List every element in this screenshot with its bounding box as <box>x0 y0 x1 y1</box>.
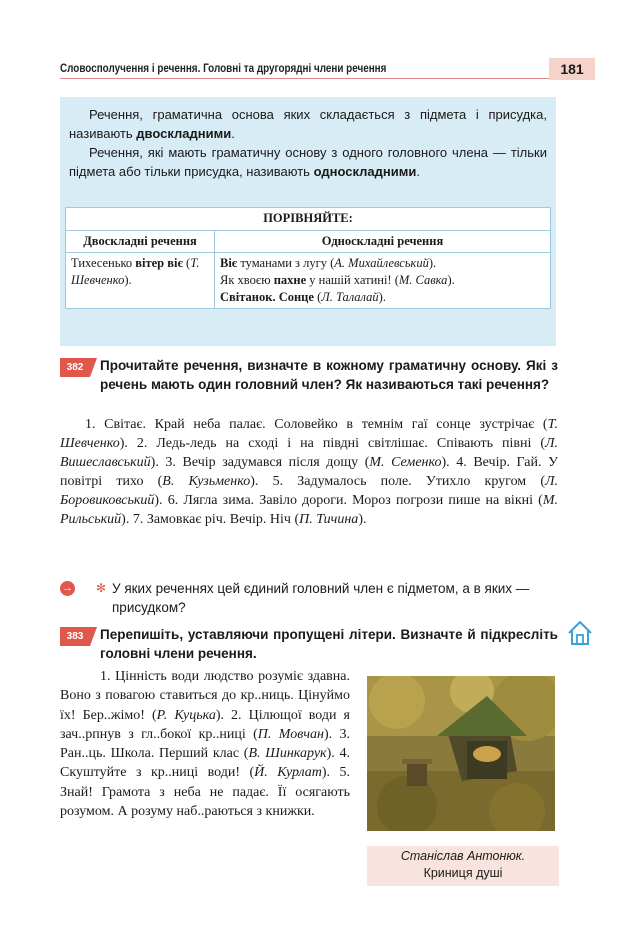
painting-title: Криниця душі <box>423 866 503 880</box>
column-header-two-part: Двоскладні речення <box>66 231 215 253</box>
header-divider <box>60 78 557 79</box>
exercise-number: 383 <box>60 627 90 646</box>
term-two-part: двоскладними <box>136 126 232 141</box>
exercise-text: 1. Світає. Край неба палає. Соловейко в темнім гаї сонце зустрічає (Т. Шевченко). 2. Ледь-ледь на сході і на півдні світлішає. Співають півні (Л. Вишеславський). 3. Вечір задумався після дощу (М. Семенко). 4. Вечір. Гай. У повітрі тихо (В. Кузьменко). 5. Задумалось поле. Утихло кругом (Л. Боровиковський). 6. Лягла зима. Завіло дороги. Мороз погрози пише на вікні (М. Рильський). 7. Замовкає річ. Вечір. Ніч (П. Тичина). <box>60 417 558 527</box>
example-row: Віє туманами з лугу (А. Михайлевський). <box>220 256 437 270</box>
exercise-number: 382 <box>60 358 90 377</box>
running-header <box>60 58 595 80</box>
running-title: Словосполучення і речення. Головні та другорядні члени речення <box>60 63 387 75</box>
exercise-task: Прочитайте речення, визначте в кожному граматичну основу. Які з речень мають один головний член? Як називаються такі речення? <box>100 358 558 392</box>
exercise-383 <box>60 625 558 665</box>
page-number: 181 <box>549 58 595 80</box>
exercise-383-text: 1. Цінність води людство розуміє здавна. Воно з повагою ставиться до кр..ниць. Цінуймо їх! Бер..жімо! (Р. Куцька). 2. Цілющої води я зач..рпнув з гл..бокої кр..ниці (П. Мовчан). 3. Ран..ць. Школа. Перший клас (В. Шинкарук). 4. Скуштуйте з кр..ниці води! (Й. Курлат). 5. Знай! Грамота з неба не падає. Її осягають розумом. А розуму наб..раються з книжки. <box>60 669 350 820</box>
asterisk-icon: ✻ <box>96 581 107 595</box>
rule-paragraph-1: Речення, граматична основа яких складається з підмета і присудка, називають двоскладними. <box>69 107 547 141</box>
compare-table <box>65 207 551 309</box>
arrow-right-icon: → <box>62 582 73 594</box>
rule-text <box>69 105 547 181</box>
term-one-part: односкладними <box>313 164 417 179</box>
one-part-examples <box>215 253 551 309</box>
painting-caption <box>367 846 559 886</box>
example-row: Як хвоєю пахне у нашій хатині! (М. Савка). <box>220 273 455 287</box>
painting-image <box>367 676 555 831</box>
exercise-task: Перепишіть, уставляючи пропущені літери. Визначте й підкресліть головні члени речення. <box>100 627 558 661</box>
exercise-382 <box>60 356 558 566</box>
rule-box <box>60 97 556 346</box>
compare-caption: ПОРІВНЯЙТЕ: <box>66 208 551 231</box>
painting-author: Станіслав Антонюк. <box>400 849 526 863</box>
example-row: Світанок. Сонце (Л. Талалай). <box>220 290 386 304</box>
question-text: У яких реченнях цей єдиний головний член є підметом, а в яких — присудком? <box>112 581 530 615</box>
column-header-one-part: Односкладні речення <box>215 231 551 253</box>
two-part-example: Тихесенько вітер віє (Т. Шевченко). <box>66 253 215 309</box>
home-icon <box>566 619 594 647</box>
rule-paragraph-2: Речення, які мають граматичну основу з одного головного члена — тільки підмета або тільки присудка, називають односкладними. <box>69 145 547 179</box>
